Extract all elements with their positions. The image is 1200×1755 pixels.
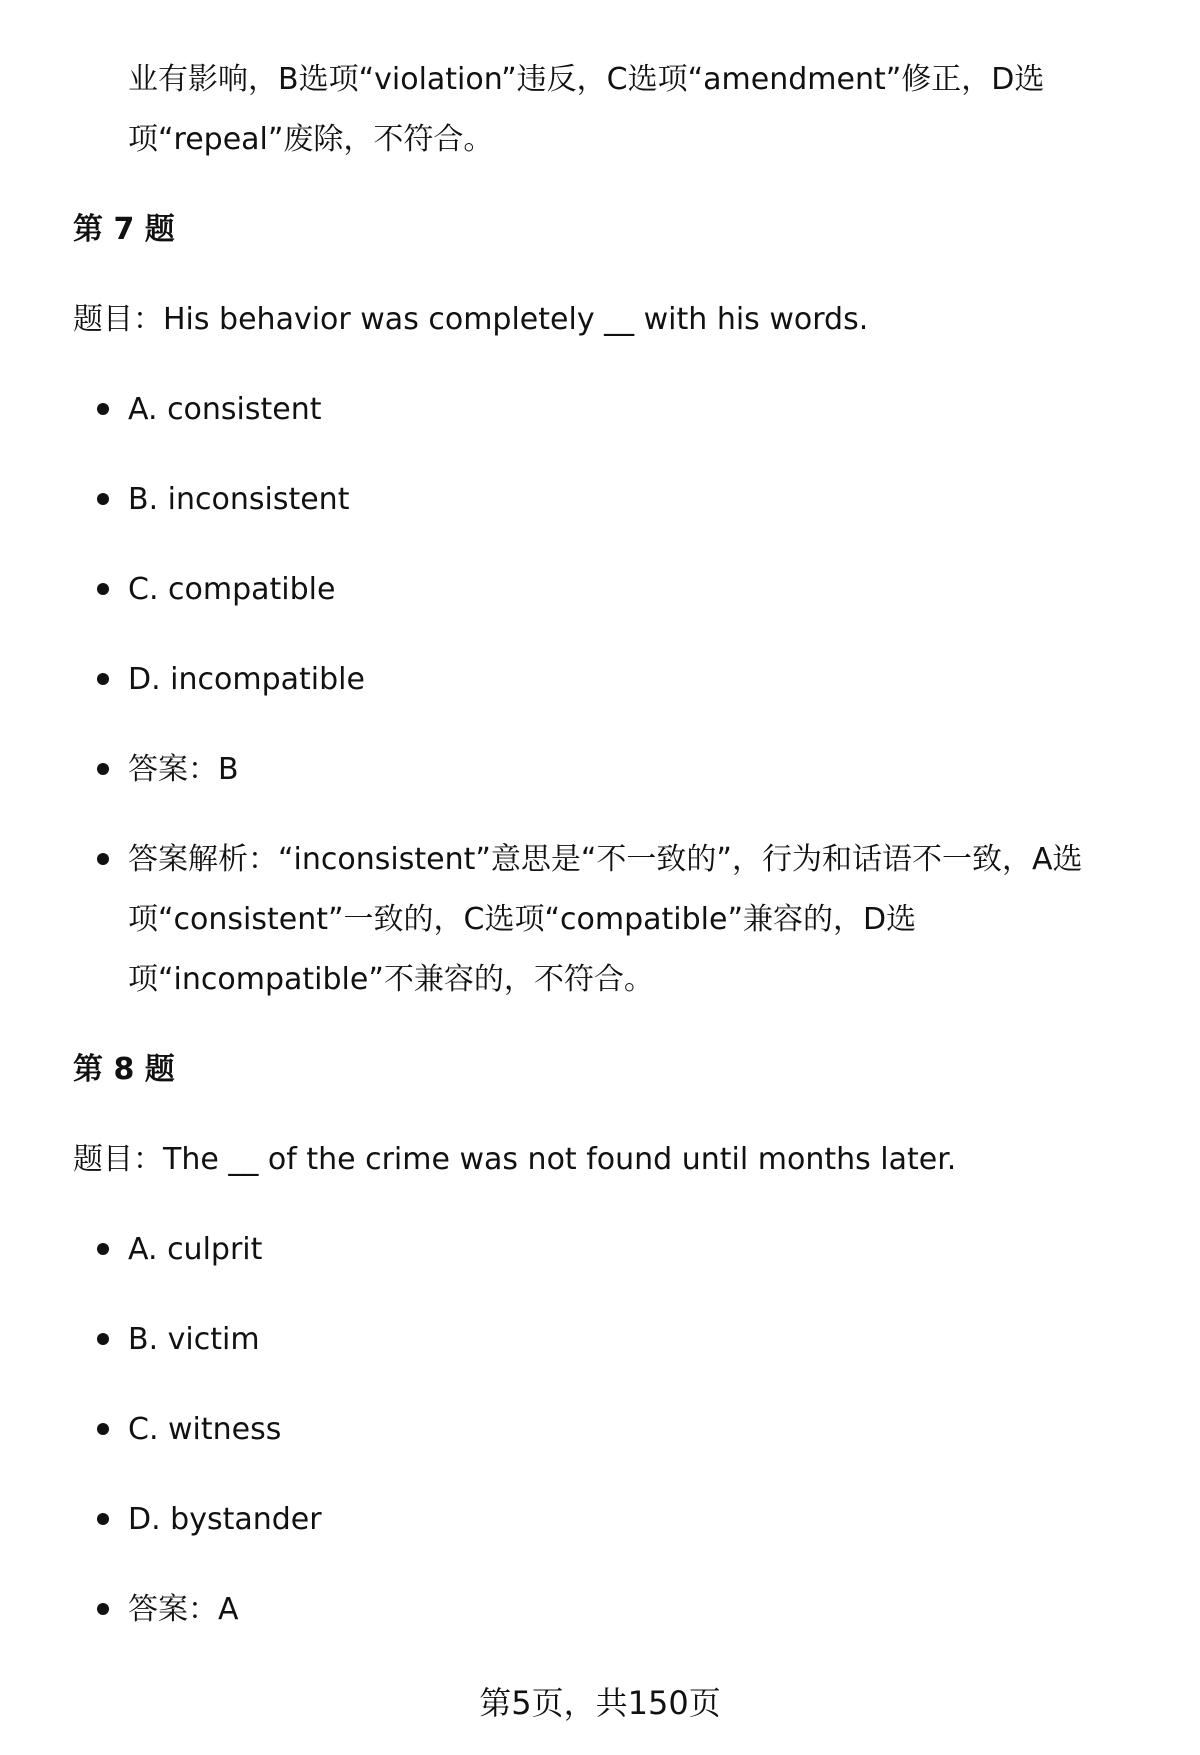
question-7-analysis-line-3: 项“incompatible”不兼容的，不符合。	[128, 962, 654, 997]
bullet-icon	[97, 1513, 109, 1525]
question-8-text: 题目：The __ of the crime was not found until months later.	[73, 1142, 957, 1177]
question-8-heading: 第 8 题	[73, 1052, 175, 1087]
question-8-answer: 答案：A	[128, 1592, 239, 1627]
bullet-icon	[97, 403, 109, 415]
previous-analysis-line-2: 项“repeal”废除，不符合。	[128, 122, 494, 157]
bullet-icon	[97, 493, 109, 505]
question-7-option-d: D. incompatible	[128, 662, 365, 697]
question-7-analysis-line-2: 项“consistent”一致的，C选项“compatible”兼容的，D选	[128, 902, 917, 937]
question-7-analysis-line-1: 答案解析：“inconsistent”意思是“不一致的”，行为和话语不一致，A选	[128, 842, 1083, 877]
previous-analysis-line-1: 业有影响，B选项“violation”违反，C选项“amendment”修正，D选	[128, 62, 1045, 97]
question-7-option-b: B. inconsistent	[128, 482, 350, 517]
bullet-icon	[97, 1333, 109, 1345]
question-7-option-a: A. consistent	[128, 392, 322, 427]
question-7-heading: 第 7 题	[73, 212, 175, 247]
question-7-text: 题目：His behavior was completely __ with his words.	[73, 302, 869, 337]
question-7-option-c: C. compatible	[128, 572, 336, 607]
bullet-icon	[97, 583, 109, 595]
bullet-icon	[97, 1603, 109, 1615]
bullet-icon	[97, 1423, 109, 1435]
bullet-icon	[97, 1243, 109, 1255]
question-7-answer: 答案：B	[128, 752, 239, 787]
question-8-option-d: D. bystander	[128, 1502, 322, 1537]
question-8-option-c: C. witness	[128, 1412, 282, 1447]
bullet-icon	[97, 763, 109, 775]
page-number-footer: 第5页，共150页	[479, 1684, 721, 1722]
bullet-icon	[97, 853, 109, 865]
question-8-option-b: B. victim	[128, 1322, 260, 1357]
bullet-icon	[97, 673, 109, 685]
question-8-option-a: A. culprit	[128, 1232, 263, 1267]
